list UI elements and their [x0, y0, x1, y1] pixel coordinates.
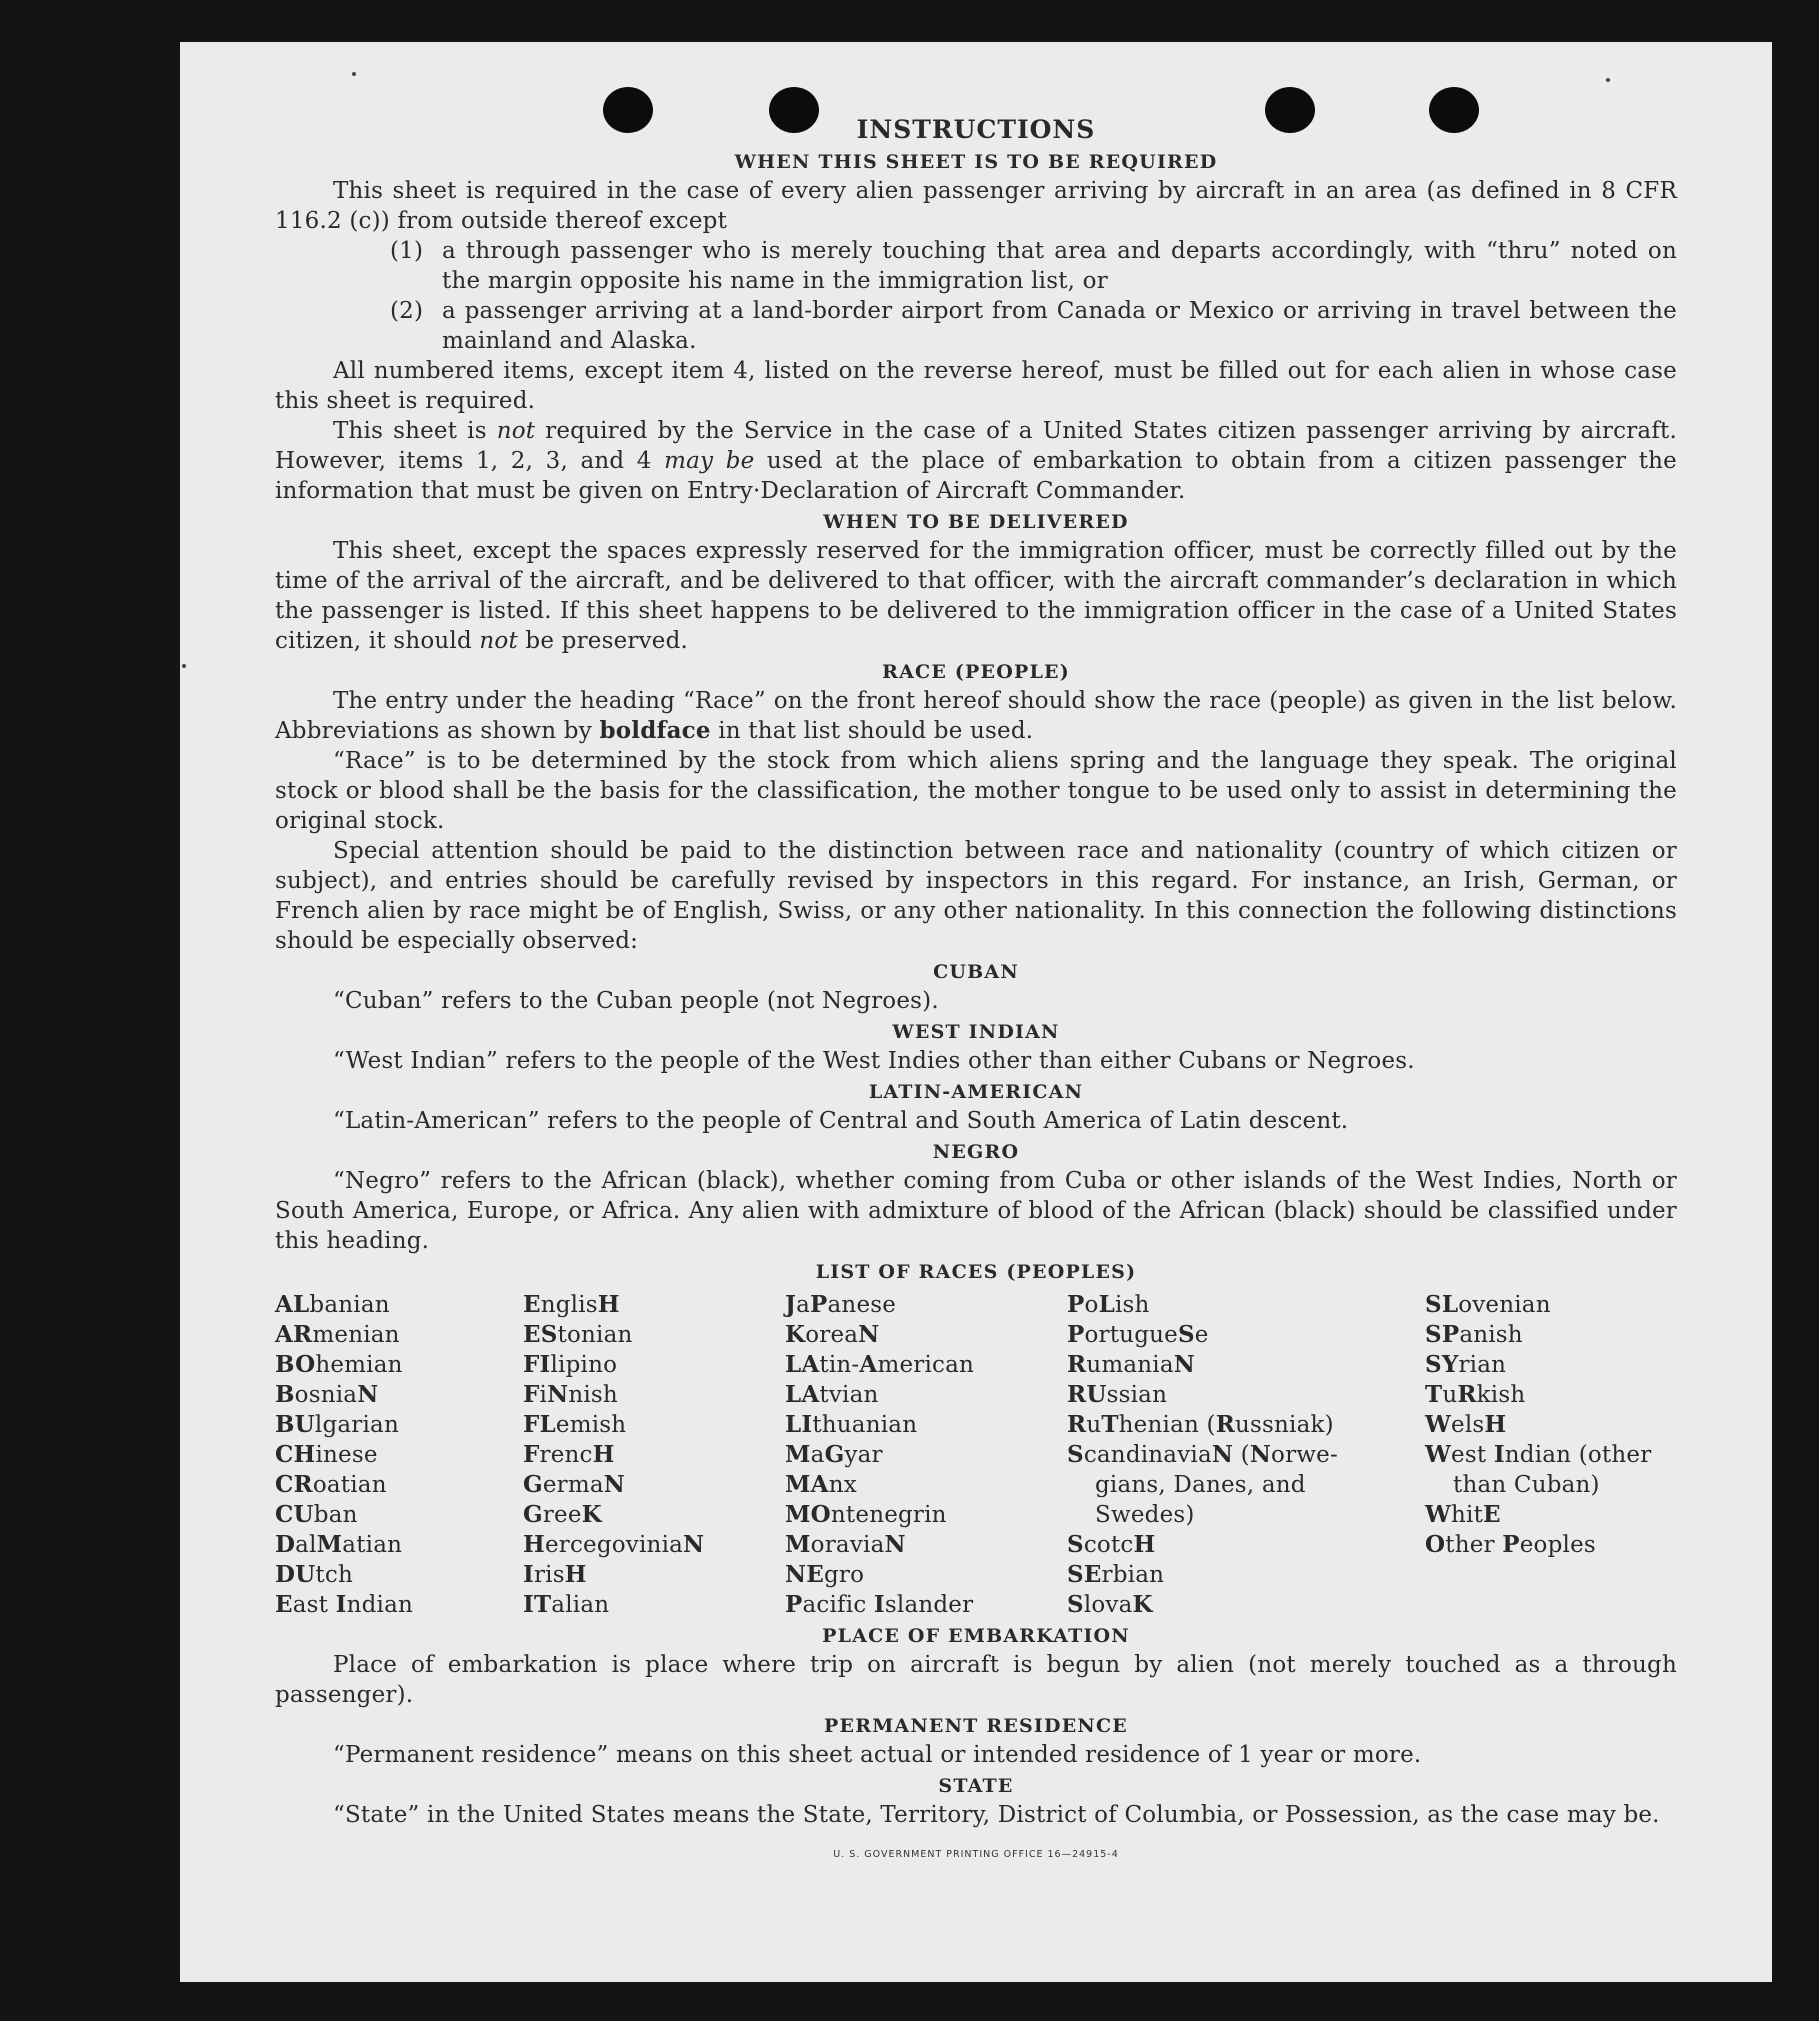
- race-entry: RUssian: [1067, 1381, 1168, 1408]
- section-heading: STATE: [938, 1775, 1014, 1797]
- item-text: a through passenger who is merely touching that area and departs accordingly, with “thru” noted on the margin opposite his name in the immigration list, or: [442, 238, 1677, 294]
- race-entry: WhitE: [1425, 1501, 1501, 1528]
- race-entry: BosniaN: [275, 1381, 379, 1408]
- races-column: [1425, 1290, 1677, 1620]
- race-entry: NEgro: [785, 1561, 865, 1588]
- section-heading: CUBAN: [933, 961, 1019, 983]
- race-entry: Swedes): [1095, 1502, 1195, 1528]
- item-number: (1): [390, 238, 424, 264]
- race-entry: MaGyar: [785, 1441, 883, 1468]
- paragraph: Special attention should be paid to the distinction between race and nationality (country of which citizen or subject), and entries should be carefully revised by inspectors in this regard. For instance, an Irish, German, or French alien by race might be of English, Swiss, or any other nationality. In this connection the following distinctions should be especially observed:: [275, 838, 1677, 954]
- paragraph: This sheet is not required by the Service in the case of a United States citizen passenger arriving by aircraft. However, items 1, 2, 3, and 4 may be used at the place of embarkation to obtain from a citizen passenger the information that must be given on Entry·Declaration of Aircraft Commander.: [275, 418, 1677, 504]
- list-item: [390, 296, 1677, 356]
- race-entry: WelsH: [1425, 1411, 1507, 1438]
- race-entry: SErbian: [1067, 1561, 1165, 1588]
- race-entry: FrencH: [523, 1441, 615, 1468]
- race-entry: Other Peoples: [1425, 1531, 1596, 1558]
- instructions-body: [275, 114, 1677, 1870]
- races-column: [275, 1290, 523, 1620]
- race-entry: ARmenian: [275, 1321, 400, 1348]
- race-entry: BUlgarian: [275, 1411, 399, 1438]
- race-entry: TuRkish: [1425, 1381, 1526, 1408]
- races-list: [275, 1290, 1677, 1620]
- paragraph: “West Indian” refers to the people of the West Indies other than either Cubans or Negroes.: [333, 1048, 1415, 1074]
- race-entry: CUban: [275, 1501, 358, 1528]
- race-entry: ALbanian: [275, 1291, 390, 1318]
- race-entry: West Indian (other: [1425, 1441, 1652, 1468]
- race-entry: EnglisH: [523, 1291, 620, 1318]
- race-entry: SYrian: [1425, 1351, 1507, 1378]
- races-column: [785, 1290, 1067, 1620]
- section-heading: LIST OF RACES (PEOPLES): [815, 1261, 1137, 1283]
- paragraph: “State” in the United States means the State, Territory, District of Columbia, or Possession, as the case may be.: [333, 1802, 1660, 1828]
- section-heading: WHEN THIS SHEET IS TO BE REQUIRED: [734, 151, 1218, 173]
- race-entry: than Cuban): [1453, 1472, 1600, 1498]
- section-heading: NEGRO: [932, 1141, 1020, 1163]
- race-entry: gians, Danes, and: [1095, 1472, 1306, 1498]
- races-column: [523, 1290, 785, 1620]
- race-entry: MoraviaN: [785, 1531, 906, 1558]
- race-entry: EStonian: [523, 1321, 633, 1348]
- section-heading: RACE (PEOPLE): [882, 661, 1070, 683]
- race-entry: FIlipino: [523, 1351, 618, 1378]
- race-entry: LAtvian: [785, 1381, 879, 1408]
- race-entry: MAnx: [785, 1471, 857, 1498]
- race-entry: PoLish: [1067, 1291, 1150, 1318]
- race-entry: CHinese: [275, 1441, 378, 1468]
- race-entry: HercegoviniaN: [523, 1531, 705, 1558]
- race-entry: GermaN: [523, 1471, 626, 1498]
- paragraph: All numbered items, except item 4, listed on the reverse hereof, must be filled out for each alien in whose case this sheet is required.: [275, 358, 1677, 414]
- printing-office-footer: U. S. GOVERNMENT PRINTING OFFICE 16—24915-4: [833, 1849, 1119, 1860]
- race-entry: SPanish: [1425, 1321, 1523, 1348]
- race-entry: East Indian: [275, 1591, 413, 1618]
- item-number: (2): [390, 298, 424, 324]
- paragraph: “Cuban” refers to the Cuban people (not Negroes).: [333, 988, 939, 1014]
- paragraph: This sheet is required in the case of every alien passenger arriving by aircraft in an area (as defined in 8 CFR 116.2 (c)) from outside thereof except: [275, 178, 1677, 234]
- race-entry: FLemish: [523, 1411, 627, 1438]
- race-entry: ScotcH: [1067, 1531, 1156, 1558]
- race-entry: SLovenian: [1425, 1291, 1551, 1318]
- page-title: INSTRUCTIONS: [856, 115, 1096, 144]
- paragraph: “Latin-American” refers to the people of Central and South America of Latin descent.: [333, 1108, 1349, 1134]
- race-entry: GreeK: [523, 1501, 602, 1528]
- speck: [352, 72, 356, 76]
- race-entry: RumaniaN: [1067, 1351, 1195, 1378]
- paragraph: “Permanent residence” means on this sheet actual or intended residence of 1 year or more.: [333, 1742, 1422, 1768]
- race-entry: LIthuanian: [785, 1411, 918, 1438]
- speck: [1606, 78, 1610, 82]
- paragraph: Place of embarkation is place where trip on aircraft is begun by alien (not merely touched as a through passenger).: [275, 1652, 1677, 1708]
- section-heading: WHEN TO BE DELIVERED: [823, 511, 1129, 533]
- race-entry: IrisH: [523, 1561, 587, 1588]
- race-entry: RuThenian (Russniak): [1067, 1411, 1334, 1438]
- race-entry: FiNnish: [523, 1381, 618, 1408]
- paragraph: “Race” is to be determined by the stock from which aliens spring and the language they speak. The original stock or blood shall be the basis for the classification, the mother tongue to be used only to assist in determining the original stock.: [275, 748, 1677, 834]
- section-heading: LATIN-AMERICAN: [868, 1081, 1084, 1103]
- race-entry: LAtin-American: [785, 1351, 975, 1378]
- paragraph: The entry under the heading “Race” on the front hereof should show the race (people) as given in the list below. Abbreviations as shown by boldface in that list should be used.: [275, 688, 1677, 744]
- paragraph: “Negro” refers to the African (black), whether coming from Cuba or other islands of the West Indies, North or South America, Europe, or Africa. Any alien with admixture of blood of the African (black) should be classified under this heading.: [275, 1168, 1677, 1254]
- race-entry: JaPanese: [785, 1291, 897, 1318]
- race-entry: ScandinaviaN (Norwe-: [1067, 1441, 1338, 1468]
- document-sheet: [180, 42, 1772, 1982]
- paragraph: This sheet, except the spaces expressly reserved for the immigration officer, must be correctly filled out by the time of the arrival of the aircraft, and be delivered to that officer, with the aircraft commander’s declaration in which the passenger is listed. If this sheet happens to be delivered to the immigration officer in the case of a United States citizen, it should not be preserved.: [275, 538, 1677, 654]
- race-entry: DalMatian: [275, 1531, 403, 1558]
- race-entry: ITalian: [523, 1591, 610, 1618]
- races-column: [1067, 1290, 1425, 1620]
- section-heading: PLACE OF EMBARKATION: [822, 1625, 1130, 1647]
- race-entry: MOntenegrin: [785, 1501, 947, 1528]
- race-entry: KoreaN: [785, 1321, 880, 1348]
- race-entry: BOhemian: [275, 1351, 403, 1378]
- section-heading: WEST INDIAN: [892, 1021, 1060, 1043]
- list-item: [390, 236, 1677, 296]
- race-entry: PortugueSe: [1067, 1321, 1209, 1348]
- item-text: a passenger arriving at a land-border airport from Canada or Mexico or arriving in travel between the mainland and Alaska.: [442, 298, 1677, 354]
- race-entry: CRoatian: [275, 1471, 387, 1498]
- speck: [182, 664, 186, 668]
- race-entry: SlovaK: [1067, 1591, 1153, 1618]
- race-entry: Pacific Islander: [785, 1591, 974, 1618]
- section-heading: PERMANENT RESIDENCE: [824, 1715, 1128, 1737]
- race-entry: DUtch: [275, 1561, 353, 1588]
